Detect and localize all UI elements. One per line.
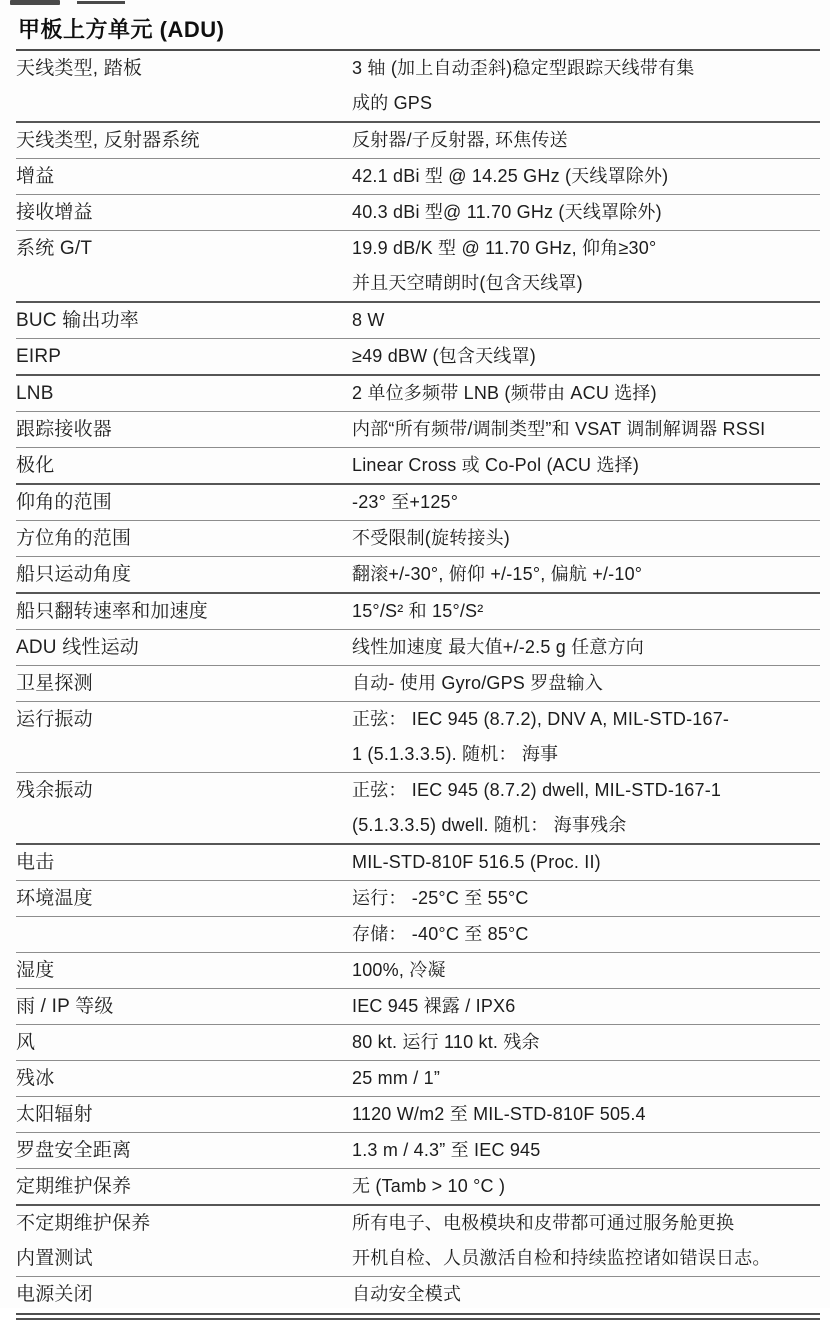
- spec-label-text: 内置测试: [16, 1248, 93, 1269]
- spec-label: [16, 630, 352, 665]
- spec-value: [352, 1097, 820, 1132]
- spec-value-line: 存储： -40°C 至 85°C: [352, 924, 529, 944]
- spec-value-line: 2 单位多频带 LNB (频带由 ACU 选择): [352, 383, 657, 403]
- spec-value-line: Linear Cross 或 Co-Pol (ACU 选择): [352, 455, 640, 475]
- spec-label: [16, 989, 352, 1024]
- spec-label: [16, 1277, 352, 1312]
- spec-label-text: 不定期维护保养: [16, 1213, 151, 1234]
- spec-value: [352, 1025, 820, 1060]
- spec-value: [352, 702, 820, 772]
- spec-row: [16, 773, 820, 845]
- spec-value-line: 自动安全模式: [352, 1284, 462, 1304]
- spec-value: [352, 1133, 820, 1168]
- spec-row: [16, 485, 820, 521]
- spec-label-text: 极化: [16, 455, 55, 476]
- spec-value: [352, 123, 820, 158]
- spec-value-line: (5.1.3.3.5) dwell. 随机： 海事残余: [352, 815, 627, 835]
- spec-label-text: 残余振动: [16, 780, 93, 801]
- spec-label-text: 环境温度: [16, 888, 93, 909]
- spec-label-text: 湿度: [16, 960, 55, 981]
- spec-label-text: 运行振动: [16, 709, 93, 730]
- spec-value: [352, 303, 820, 338]
- spec-label: [16, 123, 352, 158]
- spec-row: [16, 1169, 820, 1206]
- spec-value: [352, 917, 820, 952]
- spec-row: [16, 195, 820, 231]
- spec-value: [352, 1277, 820, 1312]
- spec-row: [16, 953, 820, 989]
- spec-label-text: EIRP: [16, 346, 62, 367]
- spec-label: [16, 881, 352, 916]
- spec-label: [16, 521, 352, 556]
- spec-label: [16, 773, 352, 808]
- spec-row: [16, 339, 820, 376]
- spec-value: [352, 845, 820, 880]
- spec-value: [352, 195, 820, 230]
- spec-label-text: 系统 G/T: [16, 238, 93, 259]
- spec-row: [16, 1025, 820, 1061]
- spec-label-text: 雨 / IP 等级: [16, 996, 114, 1017]
- spec-label-text: 天线类型, 踏板: [16, 58, 143, 79]
- spec-row: [16, 448, 820, 485]
- spec-label: [16, 1097, 352, 1132]
- spec-value-line: 成的 GPS: [352, 93, 433, 113]
- spec-value: [352, 1169, 820, 1204]
- spec-value-line: 线性加速度 最大值+/-2.5 g 任意方向: [352, 637, 644, 657]
- spec-value-line: 19.9 dB/K 型 @ 11.70 GHz, 仰角≥30°: [352, 238, 657, 258]
- spec-label-text: ADU 线性运动: [16, 637, 139, 658]
- spec-row: [16, 1133, 820, 1169]
- spec-label: [16, 303, 352, 338]
- spec-row: [16, 594, 820, 630]
- spec-label: [16, 1061, 352, 1096]
- spec-value-line: 100%, 冷凝: [352, 960, 446, 980]
- spec-value-line: 42.1 dBi 型 @ 14.25 GHz (天线罩除外): [352, 166, 669, 186]
- spec-row: [16, 303, 820, 339]
- spec-label: [16, 1025, 352, 1060]
- spec-label: [16, 195, 352, 230]
- spec-label: [16, 1206, 352, 1241]
- spec-value: [352, 881, 820, 916]
- spec-label-text: 船只翻转速率和加速度: [16, 601, 209, 622]
- spec-label-text: 方位角的范围: [16, 528, 132, 549]
- spec-row: [16, 881, 820, 917]
- spec-value: [352, 953, 820, 988]
- spec-row: [16, 666, 820, 702]
- spec-label: [16, 376, 352, 411]
- spec-label: [16, 412, 352, 447]
- spec-value-line: 翻滚+/-30°, 俯仰 +/-15°, 偏航 +/-10°: [352, 564, 643, 584]
- spec-value: [352, 485, 820, 520]
- spec-value: [352, 412, 820, 447]
- spec-label: [16, 51, 352, 86]
- spec-value-line: 所有电子、电极模块和皮带都可通过服务舱更换: [352, 1213, 735, 1233]
- spec-label-text: 风: [16, 1032, 36, 1053]
- spec-value-line: 15°/S² 和 15°/S²: [352, 601, 484, 621]
- spec-label-text: 太阳辐射: [16, 1104, 93, 1125]
- spec-value-line: 1 (5.1.3.3.5). 随机： 海事: [352, 744, 559, 764]
- spec-row: [16, 521, 820, 557]
- spec-value-line: 25 mm / 1”: [352, 1068, 441, 1088]
- spec-label-text: 船只运动角度: [16, 564, 132, 585]
- spec-label-text: 跟踪接收器: [16, 419, 113, 440]
- spec-label: [16, 953, 352, 988]
- spec-row: [16, 412, 820, 448]
- spec-value-line: 反射器/子反射器, 环焦传送: [352, 130, 568, 150]
- spec-row: [16, 917, 820, 953]
- spec-value: [352, 521, 820, 556]
- spec-value: [352, 1206, 820, 1241]
- spec-label: [16, 845, 352, 880]
- spec-label: [16, 1241, 352, 1276]
- spec-label-text: LNB: [16, 383, 54, 404]
- spec-value-line: 无 (Tamb > 10 °C ): [352, 1176, 506, 1196]
- spec-value: [352, 231, 820, 301]
- spec-value-line: ≥49 dBW (包含天线罩): [352, 346, 536, 366]
- spec-value-line: 运行： -25°C 至 55°C: [352, 888, 529, 908]
- spec-row: [16, 376, 820, 412]
- spec-value-line: 80 kt. 运行 110 kt. 残余: [352, 1032, 540, 1052]
- spec-value: [352, 666, 820, 701]
- spec-label: [16, 702, 352, 737]
- spec-label-text: [16, 917, 352, 952]
- spec-row: [16, 123, 820, 159]
- spec-label: [16, 557, 352, 592]
- spec-row: [16, 159, 820, 195]
- spec-label: [16, 1169, 352, 1204]
- spec-label-text: 卫星探测: [16, 673, 93, 694]
- spec-label-text: 电击: [16, 852, 55, 873]
- spec-label: [16, 485, 352, 520]
- spec-label: [16, 231, 352, 266]
- spec-table: [16, 51, 820, 1312]
- spec-row: [16, 1097, 820, 1133]
- spec-row: [16, 557, 820, 594]
- scan-artifact: [10, 0, 60, 5]
- spec-value: [352, 448, 820, 483]
- spec-row: [16, 1277, 820, 1312]
- spec-label-text: 天线类型, 反射器系统: [16, 130, 200, 151]
- spec-label-text: 电源关闭: [16, 1284, 93, 1305]
- spec-value-line: 1.3 m / 4.3” 至 IEC 945: [352, 1140, 541, 1160]
- spec-label-text: 罗盘安全距离: [16, 1140, 132, 1161]
- spec-row: [16, 989, 820, 1025]
- spec-value: [352, 773, 820, 843]
- spec-label: [16, 917, 352, 952]
- spec-value: [352, 376, 820, 411]
- spec-value-line: 1120 W/m2 至 MIL-STD-810F 505.4: [352, 1104, 646, 1124]
- spec-label-text: BUC 输出功率: [16, 310, 139, 331]
- spec-value-line: 3 轴 (加上自动歪斜)稳定型跟踪天线带有集: [352, 58, 695, 78]
- spec-row: [16, 630, 820, 666]
- spec-label: [16, 666, 352, 701]
- spec-value-line: MIL-STD-810F 516.5 (Proc. II): [352, 852, 601, 872]
- spec-row: [16, 51, 820, 123]
- spec-label-text: 接收增益: [16, 202, 93, 223]
- spec-value-line: 正弦： IEC 945 (8.7.2), DNV A, MIL-STD-167-: [352, 709, 730, 729]
- spec-label-text: 残冰: [16, 1068, 55, 1089]
- spec-value: [352, 1241, 820, 1276]
- spec-row: [16, 702, 820, 773]
- spec-value-line: 不受限制(旋转接头): [352, 528, 510, 548]
- spec-label-text: 仰角的范围: [16, 492, 113, 513]
- spec-label: [16, 159, 352, 194]
- table-bottom-rule: [16, 1313, 820, 1320]
- spec-value: [352, 51, 820, 121]
- spec-label: [16, 1133, 352, 1168]
- spec-value-line: -23° 至+125°: [352, 492, 459, 512]
- spec-value: [352, 557, 820, 592]
- page-title: 甲板上方单元 (ADU): [16, 7, 820, 51]
- spec-value-line: IEC 945 裸露 / IPX6: [352, 996, 516, 1016]
- spec-row: [16, 1206, 820, 1241]
- spec-value: [352, 989, 820, 1024]
- spec-value-line: 8 W: [352, 310, 385, 330]
- spec-value: [352, 594, 820, 629]
- spec-value-line: 40.3 dBi 型@ 11.70 GHz (天线罩除外): [352, 202, 662, 222]
- spec-row: [16, 231, 820, 303]
- spec-value-line: 内部“所有频带/调制类型”和 VSAT 调制解调器 RSSI: [352, 419, 766, 439]
- spec-label: [16, 339, 352, 374]
- spec-label-text: 增益: [16, 166, 55, 187]
- spec-value-line: 自动- 使用 Gyro/GPS 罗盘输入: [352, 673, 604, 693]
- spec-row: [16, 845, 820, 881]
- spec-row: [16, 1061, 820, 1097]
- spec-label: [16, 594, 352, 629]
- spec-value-line: 正弦： IEC 945 (8.7.2) dwell, MIL-STD-167-1: [352, 780, 722, 800]
- spec-value-line: 并且天空晴朗时(包含天线罩): [352, 273, 583, 293]
- spec-value: [352, 630, 820, 665]
- spec-label-text: 定期维护保养: [16, 1176, 132, 1197]
- spec-value-line: 开机自检、人员激活自检和持续监控诸如错误日志。: [352, 1248, 771, 1268]
- spec-row: [16, 1241, 820, 1277]
- spec-label: [16, 448, 352, 483]
- spec-value: [352, 339, 820, 374]
- spec-value: [352, 1061, 820, 1096]
- spec-value: [352, 159, 820, 194]
